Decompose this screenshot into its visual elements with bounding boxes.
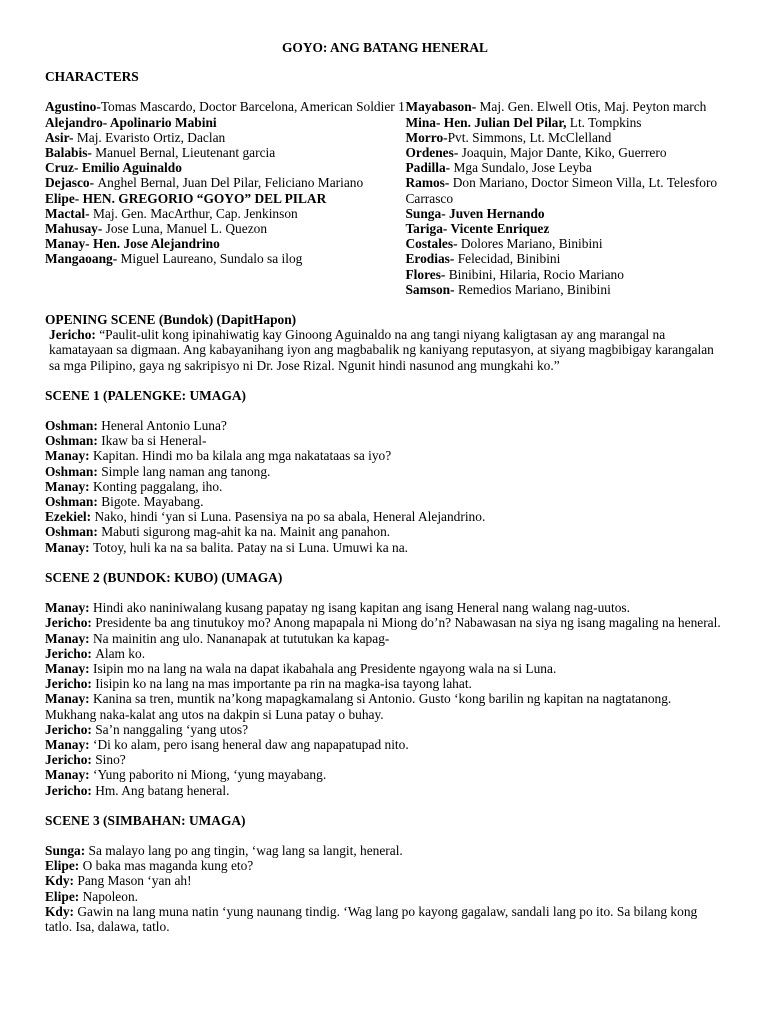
character-roles: Hen. Julian Del Pilar, bbox=[443, 114, 567, 130]
dialogue-text: Bigote. Mayabang. bbox=[101, 494, 204, 510]
character-roles: Miguel Laureano, Sundalo sa ilog bbox=[120, 251, 303, 267]
character-entry bbox=[45, 130, 405, 145]
scene-section bbox=[45, 388, 725, 555]
dialogue-line bbox=[45, 631, 725, 646]
scene-section bbox=[45, 570, 725, 798]
dialogue-line bbox=[45, 873, 725, 888]
speaker-name: Elipe: bbox=[45, 858, 83, 874]
character-name: Costales- bbox=[405, 236, 461, 252]
document-page bbox=[45, 40, 725, 934]
dialogue-text: Sa’n nanggaling ‘yang utos? bbox=[95, 721, 249, 737]
speaker-name: Manay: bbox=[45, 448, 93, 464]
speaker-name: Kdy: bbox=[45, 873, 78, 889]
character-roles: Maj. Evaristo Ortiz, Daclan bbox=[76, 129, 226, 145]
speaker-name: Manay: bbox=[45, 691, 93, 707]
speaker-name: Manay: bbox=[45, 660, 93, 676]
character-roles: Felecidad, Binibini bbox=[457, 251, 561, 267]
speaker-name: Elipe: bbox=[45, 888, 83, 904]
character-entry bbox=[405, 99, 725, 114]
character-roles: Apolinario Mabini bbox=[109, 114, 217, 130]
dialogue-line bbox=[45, 600, 725, 615]
speaker-name: Oshman: bbox=[45, 433, 102, 449]
script-sections bbox=[45, 312, 725, 934]
character-name: Mina- bbox=[405, 114, 444, 130]
scene-heading: OPENING SCENE (Bundok) (DapitHapon) bbox=[45, 312, 297, 328]
speaker-name: Manay: bbox=[45, 539, 93, 555]
speaker-name: Jericho: bbox=[45, 676, 96, 692]
dialogue-line bbox=[45, 843, 725, 858]
scene-heading: SCENE 2 (BUNDOK: KUBO) (UMAGA) bbox=[45, 569, 283, 585]
scene-heading: SCENE 1 (PALENGKE: UMAGA) bbox=[45, 387, 246, 403]
dialogue-text: Presidente ba ang tinutukoy mo? Anong mapapala ni Miong do’n? Nabawasan na siya ng isang magaling na heneral. bbox=[95, 615, 721, 631]
character-name: Agustino- bbox=[45, 99, 101, 115]
dialogue-text: Iisipin ko na lang na mas importante pa rin na magka-isa tayong lahat. bbox=[95, 676, 472, 692]
character-roles: Pvt. Simmons, Lt. McClelland bbox=[447, 129, 612, 145]
character-entry bbox=[45, 160, 405, 175]
characters-left-column bbox=[45, 99, 405, 297]
dialogue-text: Ikaw ba si Heneral- bbox=[101, 433, 207, 449]
speaker-name: Oshman: bbox=[45, 494, 102, 510]
character-roles: Remedios Mariano, Binibini bbox=[457, 281, 611, 297]
dialogue-text: ‘Di ko alam, pero isang heneral daw ang napapatupad nito. bbox=[92, 736, 409, 752]
dialogue-text: Simple lang naman ang tanong. bbox=[101, 463, 271, 479]
speaker-name: Sunga: bbox=[45, 842, 89, 858]
dialogue-line bbox=[45, 904, 725, 934]
dialogue-line bbox=[45, 418, 725, 433]
scene-heading: SCENE 3 (SIMBAHAN: UMAGA) bbox=[45, 812, 246, 828]
characters-right-column bbox=[405, 99, 725, 297]
character-entry bbox=[45, 175, 405, 190]
speaker-name: Jericho: bbox=[49, 327, 100, 343]
character-entry bbox=[405, 251, 725, 266]
speaker-name: Manay: bbox=[45, 630, 93, 646]
character-entry bbox=[45, 251, 405, 266]
dialogue-line bbox=[45, 752, 725, 767]
character-name: Tariga- bbox=[405, 221, 451, 237]
dialogue-text: Mabuti sigurong mag-ahit ka na. Mainit ang panahon. bbox=[101, 524, 391, 540]
character-entry bbox=[45, 206, 405, 221]
dialogue-line bbox=[45, 858, 725, 873]
character-name: Alejandro- bbox=[45, 114, 110, 130]
dialogue-line bbox=[45, 889, 725, 904]
character-entry bbox=[405, 115, 725, 130]
character-entry bbox=[45, 99, 405, 114]
dialogue-line bbox=[45, 691, 725, 721]
speaker-name: Kdy: bbox=[45, 903, 78, 919]
dialogue-text: Na mainitin ang ulo. Nananapak at tututukan ka kapag- bbox=[92, 630, 390, 646]
characters-list bbox=[45, 99, 725, 297]
dialogue-line bbox=[45, 646, 725, 661]
character-roles: Dolores Mariano, Binibini bbox=[460, 236, 603, 252]
speaker-name: Oshman: bbox=[45, 524, 102, 540]
character-name: Ramos- bbox=[405, 175, 453, 191]
character-entry bbox=[405, 282, 725, 297]
character-name: Mangaoang- bbox=[45, 251, 121, 267]
speaker-name: Jericho: bbox=[45, 752, 96, 768]
character-name: Manay- bbox=[45, 236, 93, 252]
character-name: Elipe- bbox=[45, 190, 83, 206]
character-roles: Don Mariano, Doctor Simeon Villa, Lt. Telesforo Carrasco bbox=[405, 175, 718, 206]
dialogue-text: Kapitan. Hindi mo ba kilala ang mga nakatataas sa iyo? bbox=[92, 448, 392, 464]
character-roles: Maj. Gen. Elwell Otis, Maj. Peyton march bbox=[479, 99, 707, 115]
dialogue-text: Konting paggalang, iho. bbox=[92, 478, 223, 494]
character-entry bbox=[45, 115, 405, 130]
dialogue-line bbox=[45, 767, 725, 782]
character-name: Erodias- bbox=[405, 251, 458, 267]
character-name: Balabis- bbox=[45, 145, 96, 161]
character-roles-extra: Lt. Tompkins bbox=[566, 114, 642, 130]
dialogue-text: Heneral Antonio Luna? bbox=[101, 418, 227, 434]
speaker-name: Jericho: bbox=[45, 782, 96, 798]
dialogue-text: “Paulit-ulit kong ipinahiwatig kay Ginoong Aguinaldo na ang tangi niyang kaligtasan ay ang marangal na kamatayaan sa digmaan. Ang kabayanihang iyon ang magbabalik ng kaniyang reputasyon, at siyang magbibigay karangalan sa mga Pilipino, gaya ng sakripisyo ni Dr. Jose Rizal. Ngunit hindi nasunod ang mungkahi ko.” bbox=[49, 327, 714, 373]
dialogue-text: Sa malayo lang po ang tingin, ‘wag lang sa langit, heneral. bbox=[88, 842, 403, 858]
character-name: Samson- bbox=[405, 281, 458, 297]
dialogue-line bbox=[45, 661, 725, 676]
dialogue-text: Sino? bbox=[95, 752, 126, 768]
dialogue-line bbox=[45, 524, 725, 539]
dialogue-text: Gawin na lang muna natin ‘yung naunang tindig. ‘Wag lang po kayong gagalaw, sandali lang po ito. Sa bilang kong tatlo. Isa, dalawa, tatlo. bbox=[45, 903, 698, 934]
character-entry bbox=[405, 175, 725, 205]
character-roles: Joaquin, Major Dante, Kiko, Guerrero bbox=[461, 145, 667, 161]
dialogue-text: Hindi ako naniniwalang kusang papatay ng isang kapitan ang isang Heneral nang walang nag-uutos. bbox=[92, 600, 630, 616]
speaker-name: Jericho: bbox=[45, 615, 96, 631]
characters-heading: CHARACTERS bbox=[45, 69, 139, 85]
dialogue-line bbox=[45, 722, 725, 737]
character-name: Sunga- bbox=[405, 205, 450, 221]
character-entry bbox=[405, 267, 725, 282]
dialogue-line bbox=[45, 494, 725, 509]
dialogue-text: ‘Yung paborito ni Miong, ‘yung mayabang. bbox=[92, 767, 327, 783]
speaker-name: Manay: bbox=[45, 767, 93, 783]
character-entry bbox=[45, 145, 405, 160]
speaker-name: Oshman: bbox=[45, 463, 102, 479]
character-roles: Maj. Gen. MacArthur, Cap. Jenkinson bbox=[92, 205, 298, 221]
dialogue-line bbox=[45, 783, 725, 798]
speaker-name: Jericho: bbox=[45, 645, 96, 661]
character-roles: Jose Luna, Manuel L. Quezon bbox=[105, 221, 268, 237]
character-name: Mayabason- bbox=[405, 99, 480, 115]
dialogue-line bbox=[45, 479, 725, 494]
character-roles: Vicente Enriquez bbox=[450, 221, 550, 237]
character-name: Ordenes- bbox=[405, 145, 462, 161]
speaker-name: Manay: bbox=[45, 478, 93, 494]
character-roles: Manuel Bernal, Lieutenant garcia bbox=[95, 145, 276, 161]
dialogue-line bbox=[45, 327, 725, 373]
character-roles: Hen. Jose Alejandrino bbox=[92, 236, 220, 252]
dialogue-text: Totoy, huli ka na sa balita. Patay na si Luna. Umuwi ka na. bbox=[92, 539, 409, 555]
speaker-name: Ezekiel: bbox=[45, 509, 95, 525]
character-roles: Tomas Mascardo, Doctor Barcelona, American Soldier 1 bbox=[100, 99, 405, 115]
dialogue-line bbox=[45, 509, 725, 524]
character-entry bbox=[405, 130, 725, 145]
character-entry bbox=[45, 236, 405, 251]
dialogue-text: O baka mas maganda kung eto? bbox=[82, 858, 254, 874]
scene-section bbox=[45, 312, 725, 373]
character-roles: Juven Hernando bbox=[449, 205, 545, 221]
dialogue-text: Napoleon. bbox=[82, 888, 138, 904]
character-entry bbox=[45, 191, 405, 206]
character-entry bbox=[405, 206, 725, 221]
dialogue-line bbox=[45, 464, 725, 479]
character-roles: Emilio Aguinaldo bbox=[81, 160, 182, 176]
character-roles: Binibini, Hilaria, Rocio Mariano bbox=[448, 266, 624, 282]
speaker-name: Jericho: bbox=[45, 721, 96, 737]
dialogue-text: Kanina sa tren, muntik na’kong mapagkamalang si Antonio. Gusto ‘kong barilin ng kapitan na nagtatanong. Mukhang naka-kalat ang utos na dakpin si Luna patay o buhay. bbox=[45, 691, 672, 722]
character-name: Mahusay- bbox=[45, 221, 106, 237]
character-name: Mactal- bbox=[45, 205, 93, 221]
dialogue-line bbox=[45, 433, 725, 448]
character-name: Cruz- bbox=[45, 160, 82, 176]
scene-section bbox=[45, 813, 725, 934]
dialogue-line bbox=[45, 540, 725, 555]
dialogue-text: Nako, hindi ‘yan si Luna. Pasensiya na po sa abala, Heneral Alejandrino. bbox=[94, 509, 486, 525]
character-roles: Anghel Bernal, Juan Del Pilar, Feliciano Mariano bbox=[97, 175, 364, 191]
character-entry bbox=[405, 145, 725, 160]
speaker-name: Manay: bbox=[45, 600, 93, 616]
character-name: Padilla- bbox=[405, 160, 454, 176]
dialogue-line bbox=[45, 448, 725, 463]
dialogue-line bbox=[45, 737, 725, 752]
dialogue-line bbox=[45, 676, 725, 691]
character-roles: HEN. GREGORIO “GOYO” DEL PILAR bbox=[82, 190, 327, 206]
character-entry bbox=[405, 221, 725, 236]
character-name: Morro- bbox=[405, 129, 448, 145]
character-roles: Mga Sundalo, Jose Leyba bbox=[453, 160, 592, 176]
character-name: Asir- bbox=[45, 129, 77, 145]
dialogue-text: Isipin mo na lang na wala na dapat ikabahala ang Presidente ngayong wala na si Luna. bbox=[92, 660, 557, 676]
dialogue-text: Pang Mason ‘yan ah! bbox=[77, 873, 192, 889]
dialogue-text: Alam ko. bbox=[95, 645, 146, 661]
document-title: GOYO: ANG BATANG HENERAL bbox=[282, 40, 488, 55]
character-entry bbox=[405, 236, 725, 251]
character-entry bbox=[45, 221, 405, 236]
speaker-name: Oshman: bbox=[45, 418, 102, 434]
dialogue-text: Hm. Ang batang heneral. bbox=[95, 782, 230, 798]
character-name: Flores- bbox=[405, 266, 449, 282]
dialogue-line bbox=[45, 615, 725, 630]
speaker-name: Manay: bbox=[45, 736, 93, 752]
character-entry bbox=[405, 160, 725, 175]
character-name: Dejasco- bbox=[45, 175, 98, 191]
